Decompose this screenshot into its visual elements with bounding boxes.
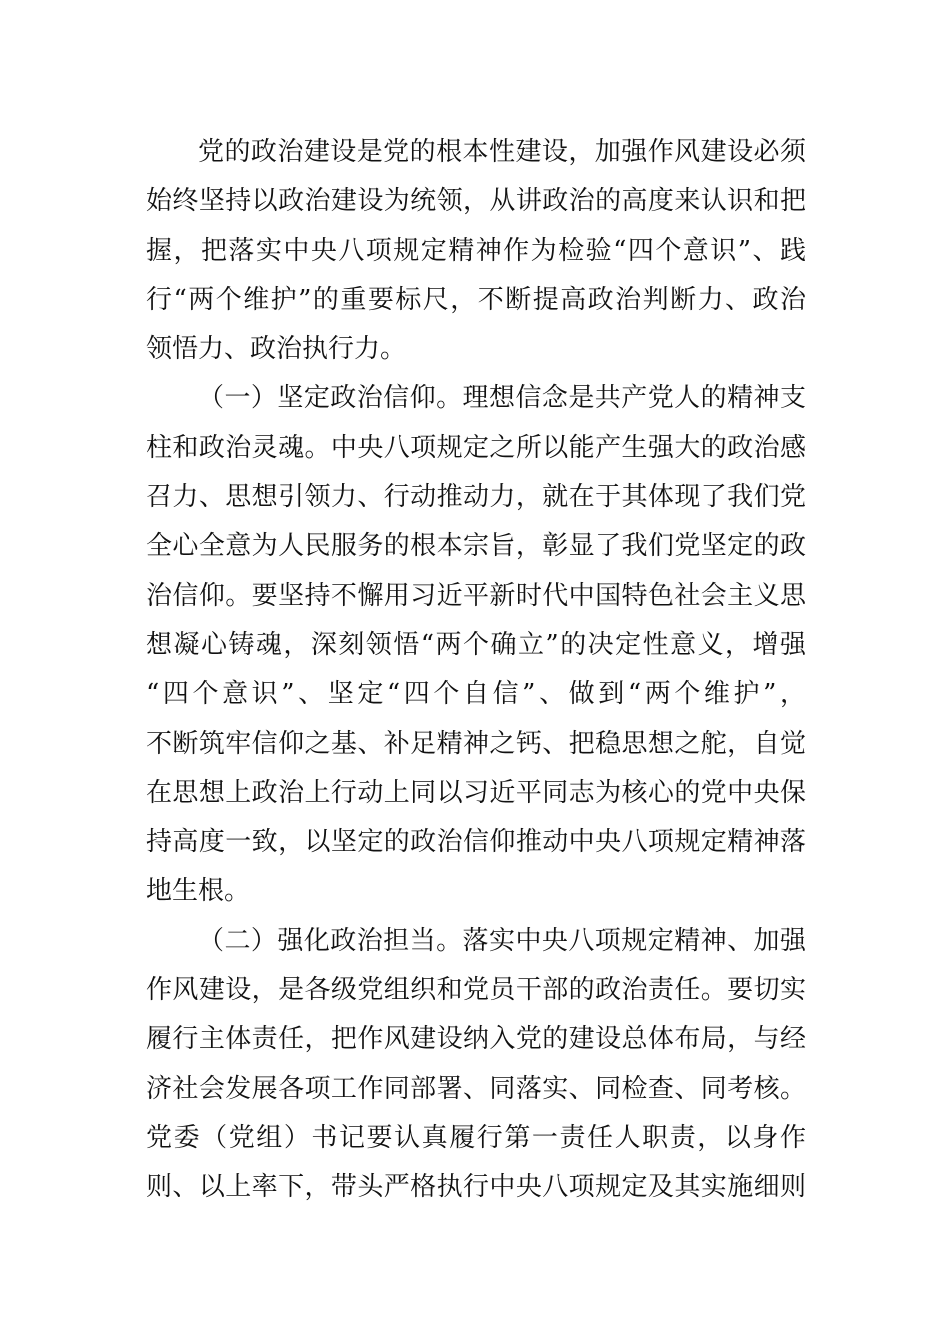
text-line: 想凝心铸魂，深刻领悟“两个确立”的决定性意义，增强 <box>146 629 806 660</box>
text-line: 柱和政治灵魂。中央八项规定之所以能产生强大的政治感 <box>146 432 806 463</box>
text-line: 治信仰。要坚持不懈用习近平新时代中国特色社会主义思 <box>146 580 806 611</box>
text-line: 地生根。 <box>146 876 251 907</box>
text-line: 党的政治建设是党的根本性建设，加强作风建设必须 <box>198 137 806 167</box>
text-line: 全心全意为人民服务的根本宗旨，彰显了我们党坚定的政 <box>146 531 806 562</box>
text-line: 济社会发展各项工作同部署、同落实、同检查、同考核。 <box>146 1073 806 1104</box>
text-line: 不断筑牢信仰之基、补足精神之钙、把稳思想之舵，自觉 <box>146 728 806 759</box>
text-line: “四个意识”、坚定“四个自信”、做到“两个维护”， <box>146 679 806 710</box>
text-line: 行“两个维护”的重要标尺，不断提高政治判断力、政治 <box>146 284 806 315</box>
text-line: （二）强化政治担当。落实中央八项规定精神、加强 <box>198 925 806 956</box>
text-line: 党委（党组）书记要认真履行第一责任人职责，以身作 <box>146 1122 806 1153</box>
text-line: 始终坚持以政治建设为统领，从讲政治的高度来认识和把 <box>146 186 806 217</box>
text-line: （一）坚定政治信仰。理想信念是共产党人的精神支 <box>198 383 806 414</box>
text-line: 履行主体责任，把作风建设纳入党的建设总体布局，与经 <box>146 1024 806 1055</box>
text-line: 握，把落实中央八项规定精神作为检验“四个意识”、践 <box>146 235 806 266</box>
body-text <box>146 128 806 1213</box>
text-line: 召力、思想引领力、行动推动力，就在于其体现了我们党 <box>146 482 806 513</box>
text-line: 作风建设，是各级党组织和党员干部的政治责任。要切实 <box>146 975 806 1006</box>
text-line: 领悟力、政治执行力。 <box>146 334 407 365</box>
text-line: 持高度一致，以坚定的政治信仰推动中央八项规定精神落 <box>146 827 806 858</box>
text-line: 则、以上率下，带头严格执行中央八项规定及其实施细则 <box>146 1172 806 1203</box>
text-line: 在思想上政治上行动上同以习近平同志为核心的党中央保 <box>146 777 806 808</box>
